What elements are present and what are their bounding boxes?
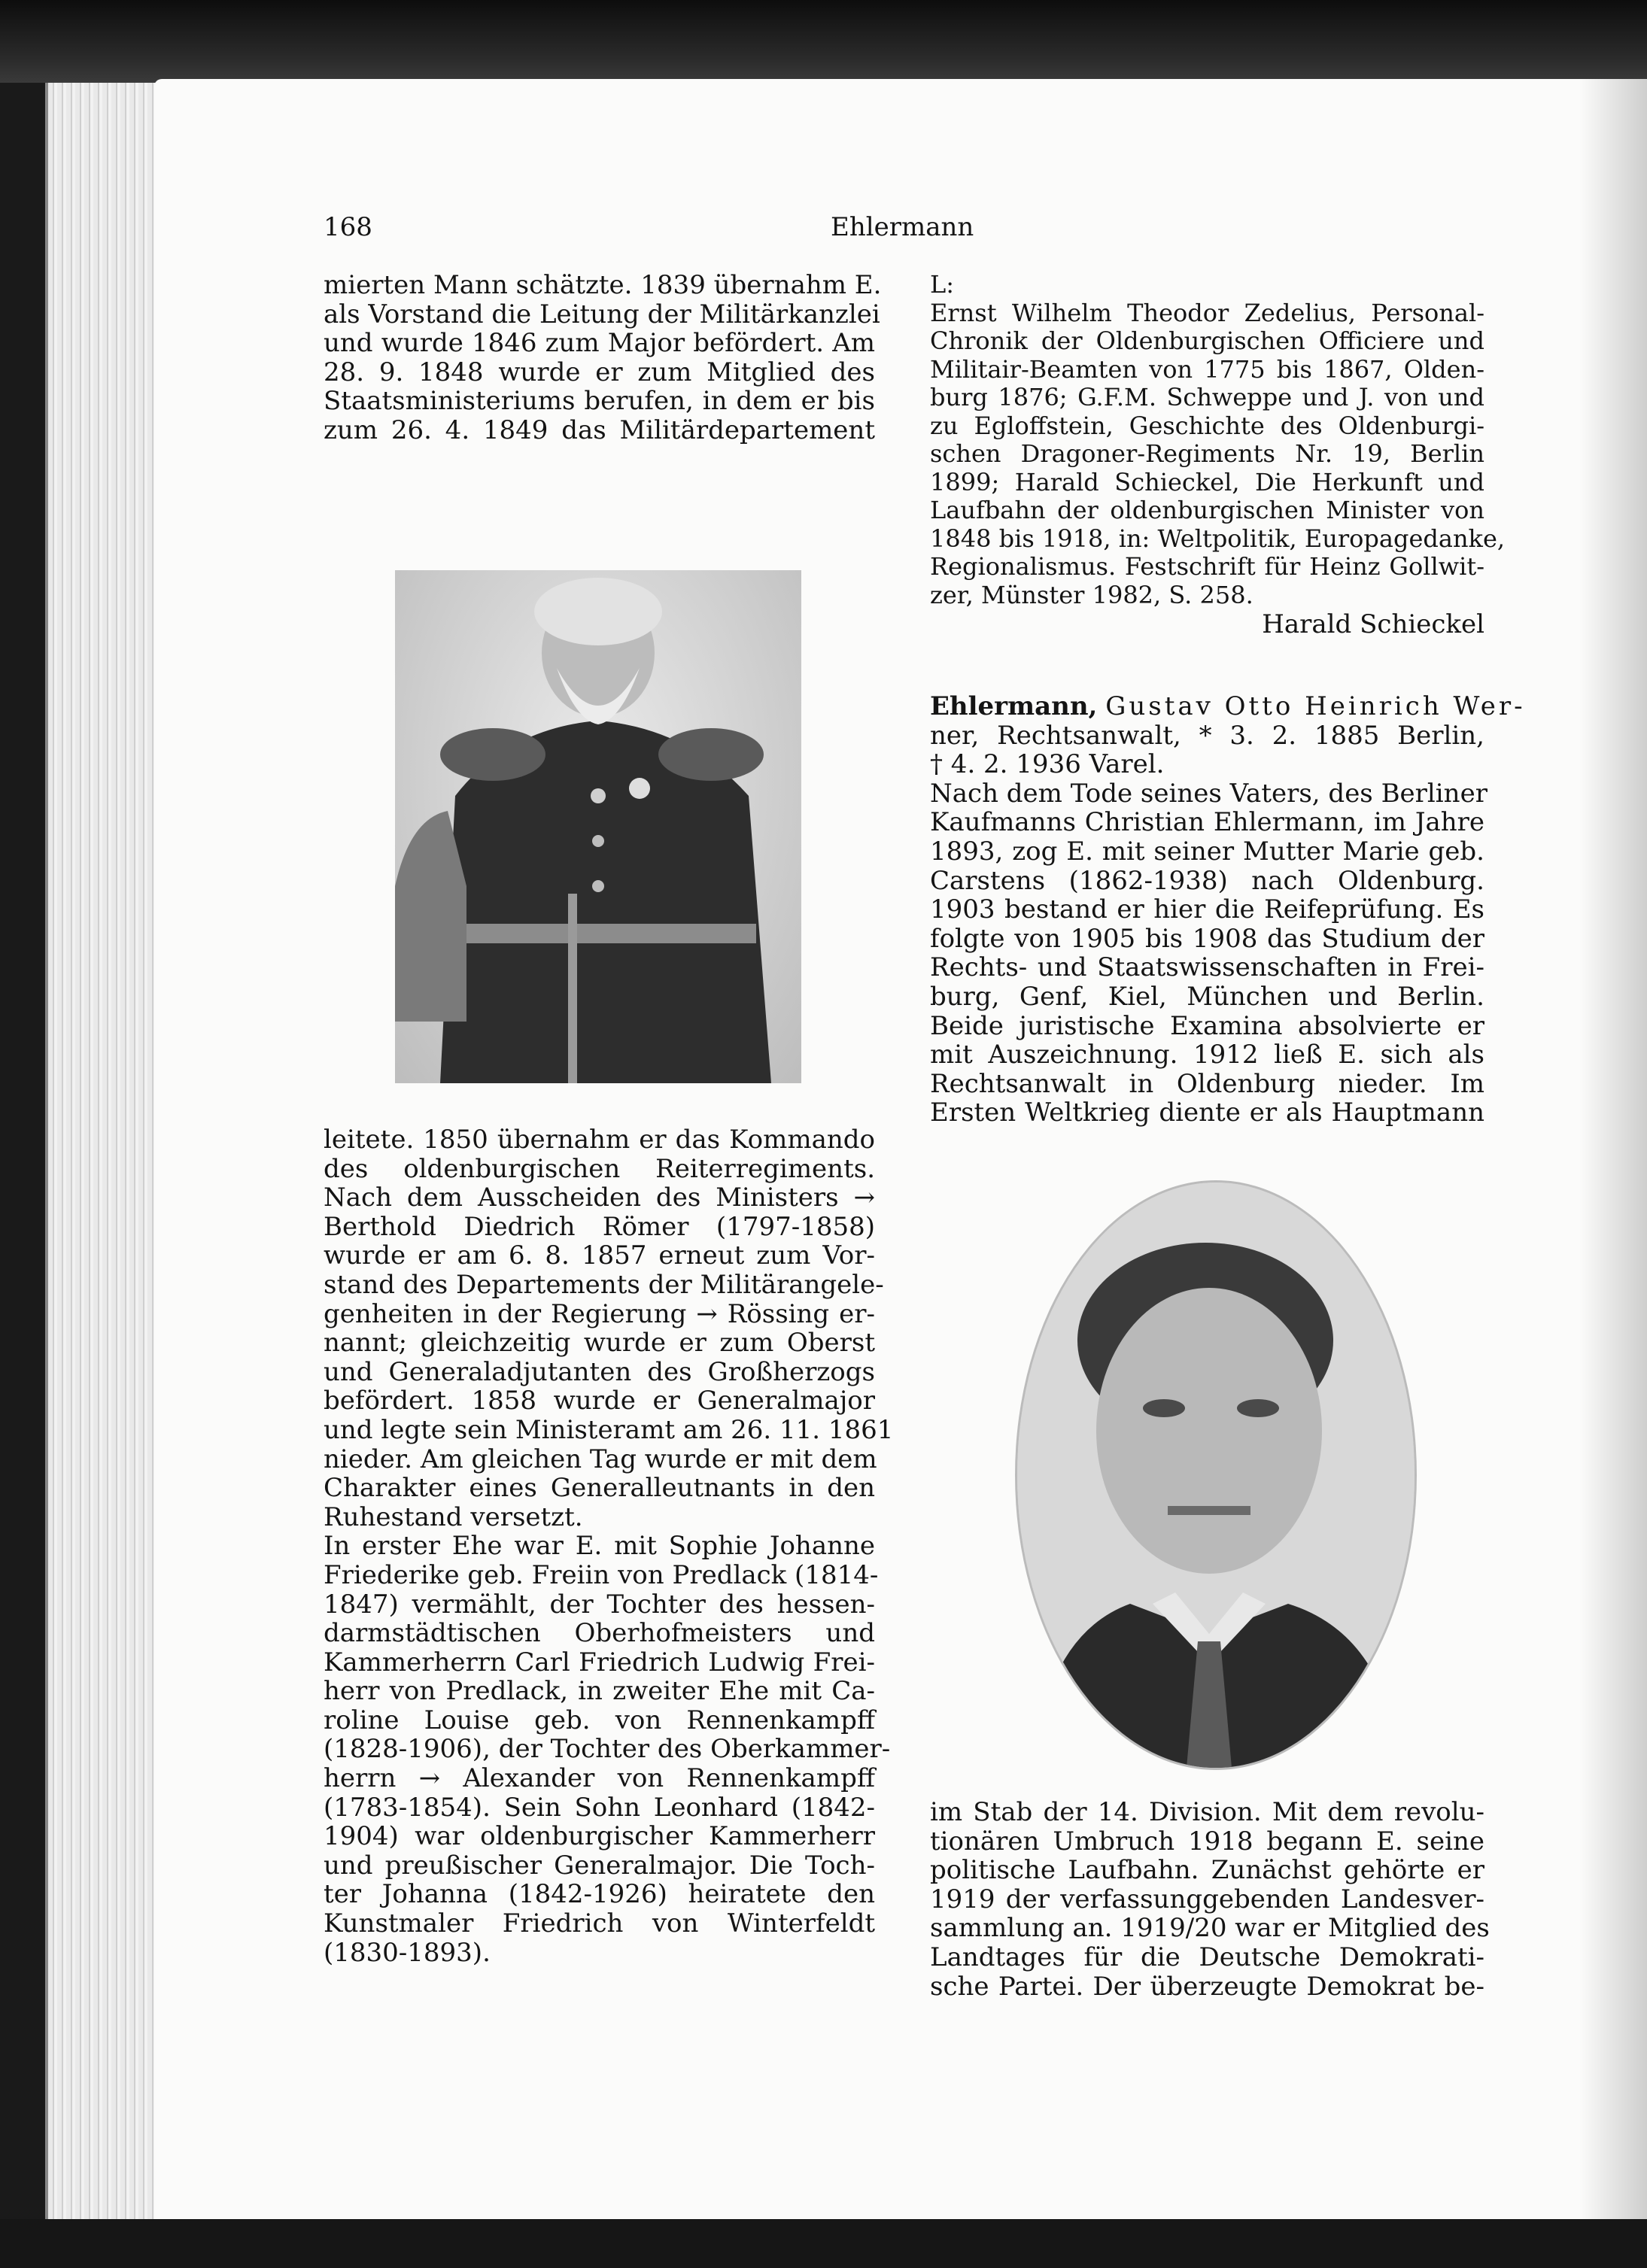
text-line: zu Egloffstein, Geschichte des Oldenburgi- bbox=[930, 411, 1484, 440]
text-line: herrn → Alexander von Rennenkampff bbox=[324, 1763, 875, 1794]
text-line: Regionalismus. Festschrift für Heinz Gollwit- bbox=[930, 552, 1484, 581]
text-line: Nach dem Tode seines Vaters, des Berliner bbox=[930, 778, 1487, 809]
text-line: Charakter eines Generalleutnants in den bbox=[324, 1473, 875, 1504]
text-line: Beide juristische Examina absolvierte er bbox=[930, 1010, 1484, 1041]
text-line: Berthold Diedrich Römer (1797-1858) bbox=[324, 1211, 875, 1242]
literature-block bbox=[930, 270, 1506, 639]
text-line: und legte sein Ministeramt am 26. 11. 1861 bbox=[324, 1414, 894, 1445]
text-line: darmstädtischen Oberhofmeisters und bbox=[324, 1618, 875, 1649]
text-line: Laufbahn der oldenburgischen Minister von bbox=[930, 496, 1484, 524]
text-line: Friederike geb. Freiin von Predlack (1814- bbox=[324, 1559, 879, 1590]
text-line: im Stab der 14. Division. Mit dem revolu- bbox=[930, 1797, 1484, 1827]
text-line: 1919 der verfassunggebenden Landesver- bbox=[930, 1884, 1484, 1914]
literature-label: L: bbox=[930, 270, 955, 299]
text-line: (1830-1893). bbox=[324, 1937, 491, 1968]
text-line: Kammerherrn Carl Friedrich Ludwig Frei- bbox=[324, 1647, 875, 1677]
text-line: zum 26. 4. 1849 das Militärdepartement bbox=[324, 414, 875, 445]
portrait-photo-oval bbox=[1017, 1183, 1415, 1768]
text-line: tionären Umbruch 1918 begann E. seine bbox=[930, 1826, 1484, 1857]
text-line: 28. 9. 1848 wurde er zum Mitglied des bbox=[324, 357, 875, 387]
entry-ehlermann-continued bbox=[930, 1797, 1490, 2002]
portrait-engraving bbox=[395, 570, 801, 1083]
text-line: mit Auszeichnung. 1912 ließ E. sich als bbox=[930, 1040, 1484, 1070]
text-line: sche Partei. Der überzeugte Demokrat be- bbox=[930, 1971, 1484, 2002]
text-line: Kunstmaler Friedrich von Winterfeldt bbox=[324, 1908, 875, 1939]
text-line: genheiten in der Regierung → Rössing er- bbox=[324, 1298, 875, 1329]
text-line: Kaufmanns Christian Ehlermann, im Jahre bbox=[930, 807, 1484, 838]
entry-name: Ehlermann, bbox=[930, 691, 1098, 721]
text-line: und Generaladjutanten des Großherzogs bbox=[324, 1356, 875, 1387]
text-line: stand des Departements der Militärangele- bbox=[324, 1269, 884, 1300]
text-line: burg 1876; G.F.M. Schweppe und J. von und bbox=[930, 383, 1484, 411]
text-line: 1847) vermählt, der Tochter des hessen- bbox=[324, 1589, 875, 1620]
text-line: Ersten Weltkrieg diente er als Hauptmann bbox=[930, 1098, 1484, 1128]
literature-author: Harald Schieckel bbox=[1262, 609, 1484, 639]
left-column-bottom bbox=[324, 1125, 894, 1968]
text-line: sammlung an. 1919/20 war er Mitglied des bbox=[930, 1913, 1490, 1944]
text-line: In erster Ehe war E. mit Sophie Johanne bbox=[324, 1531, 875, 1562]
page-gutter-shadow bbox=[1579, 79, 1647, 2219]
text-line: (1828-1906), der Tochter des Oberkammer- bbox=[324, 1734, 891, 1765]
entry-ehlermann bbox=[930, 691, 1526, 1128]
text-line: Militair-Beamten von 1775 bis 1867, Olden- bbox=[930, 354, 1484, 384]
general-portrait-image bbox=[395, 570, 801, 1083]
text-line: befördert. 1858 wurde er Generalmajor bbox=[324, 1386, 875, 1416]
text-line: nannt; gleichzeitig wurde er zum Oberst bbox=[324, 1328, 875, 1359]
text-line: und preußischer Generalmajor. Die Toch- bbox=[324, 1850, 875, 1881]
text-line: des oldenburgischen Reiterregiments. bbox=[324, 1153, 875, 1184]
text-line: Staatsministeriums berufen, in dem er bis bbox=[324, 386, 875, 417]
text-line: nieder. Am gleichen Tag wurde er mit dem bbox=[324, 1444, 877, 1474]
text-line: 1899; Harald Schieckel, Die Herkunft und bbox=[930, 467, 1484, 496]
text-line: Ernst Wilhelm Theodor Zedelius, Personal- bbox=[930, 298, 1484, 327]
left-column-top bbox=[324, 270, 882, 445]
text-line: Chronik der Oldenburgischen Officiere und bbox=[930, 326, 1484, 355]
text-line: folgte von 1905 bis 1908 das Studium der bbox=[930, 923, 1484, 954]
text-line: † 4. 2. 1936 Varel. bbox=[930, 749, 1165, 780]
scan-background-bottom bbox=[0, 2219, 1647, 2268]
page-number: 168 bbox=[324, 212, 372, 242]
text-line: Rechtsanwalt in Oldenburg nieder. Im bbox=[930, 1068, 1484, 1099]
running-title: Ehlermann bbox=[831, 212, 974, 242]
text-line: leitete. 1850 übernahm er das Kommando bbox=[324, 1125, 875, 1155]
text-line: und wurde 1846 zum Major befördert. Am bbox=[324, 328, 875, 359]
text-line: herr von Predlack, in zweiter Ehe mit Ca- bbox=[324, 1676, 875, 1707]
text-line: (1783-1854). Sein Sohn Leonhard (1842- bbox=[324, 1792, 875, 1823]
text-line: Landtages für die Deutsche Demokrati- bbox=[930, 1942, 1484, 1972]
text-line: als Vorstand die Leitung der Militärkanzlei bbox=[324, 299, 880, 329]
text-line: burg, Genf, Kiel, München und Berlin. bbox=[930, 981, 1484, 1012]
text-line: Nach dem Ausscheiden des Ministers → bbox=[324, 1183, 875, 1213]
text-line: ter Johanna (1842-1926) heiratete den bbox=[324, 1879, 875, 1910]
text-line: 1904) war oldenburgischer Kammerherr bbox=[324, 1821, 875, 1852]
text-line: Carstens (1862-1938) nach Oldenburg. bbox=[930, 865, 1484, 896]
text-line: schen Dragoner-Regiments Nr. 19, Berlin bbox=[930, 439, 1484, 468]
text-line: mierten Mann schätzte. 1839 übernahm E. bbox=[324, 270, 882, 300]
text-line: wurde er am 6. 8. 1857 erneut zum Vor- bbox=[324, 1240, 875, 1271]
text-line: 1893, zog E. mit seiner Mutter Marie geb. bbox=[930, 836, 1484, 867]
text-line: 1903 bestand er hier die Reifeprüfung. Es bbox=[930, 894, 1484, 925]
entry-heading bbox=[930, 691, 1526, 721]
entry-given-names: Gustav Otto Heinrich Wer- bbox=[1105, 691, 1526, 721]
book-page-edges bbox=[45, 83, 161, 2219]
text-line: politische Laufbahn. Zunächst gehörte er bbox=[930, 1855, 1484, 1886]
ehlermann-portrait-image bbox=[1017, 1183, 1415, 1768]
text-line: zer, Münster 1982, S. 258. bbox=[930, 580, 1253, 609]
text-line: roline Louise geb. von Rennenkampff bbox=[324, 1705, 875, 1735]
text-line: 1848 bis 1918, in: Weltpolitik, Europagedanke, bbox=[930, 524, 1506, 553]
text-line: Rechts- und Staatswissenschaften in Frei- bbox=[930, 952, 1484, 983]
scan-background-top bbox=[0, 0, 1647, 83]
text-line: ner, Rechtsanwalt, * 3. 2. 1885 Berlin, bbox=[930, 720, 1484, 751]
text-line: Ruhestand versetzt. bbox=[324, 1501, 583, 1532]
